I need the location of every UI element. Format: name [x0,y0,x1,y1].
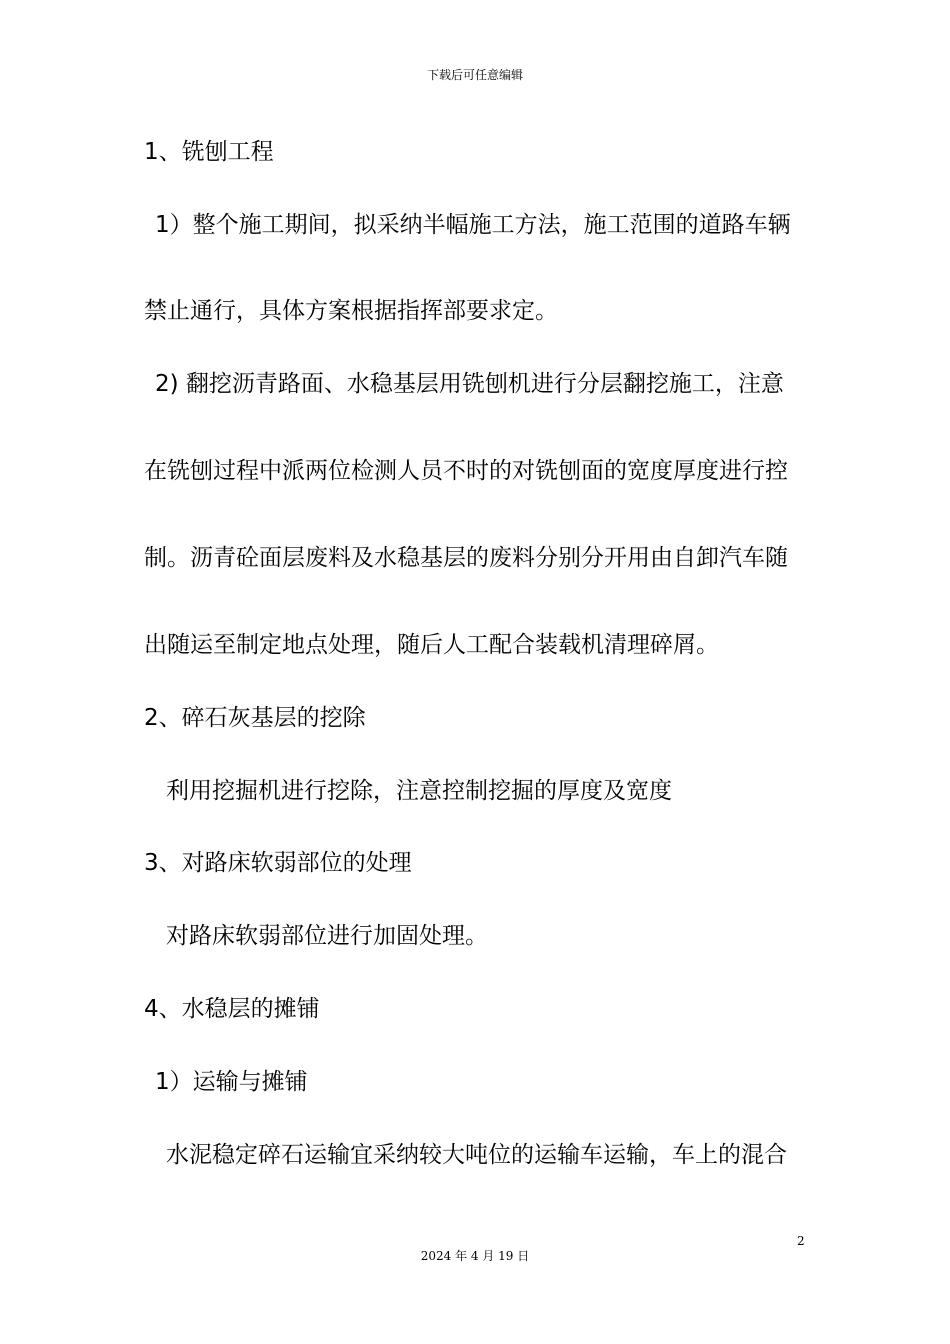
paragraph-line: 禁止通行，具体方案根据指挥部要求定。 [144,298,558,324]
paragraph-line: 对路床软弱部位进行加固处理。 [166,923,488,949]
subsection-heading: 1）运输与摊铺 [155,1069,308,1095]
footer-date: 2024 年 4 月 19 日 [420,1249,530,1263]
paragraph-line: 制。沥青砼面层废料及水稳基层的废料分别分开用由自卸汽车随 [144,545,788,571]
paragraph-line: 1）整个施工期间，拟采纳半幅施工方法，施工范围的道路车辆 [155,212,791,238]
paragraph-line: 利用挖掘机进行挖除，注意控制挖掘的厚度及宽度 [166,778,672,804]
section-heading-gravel-removal: 2、碎石灰基层的挖除 [144,705,366,731]
page-number: 2 [797,1234,805,1248]
section-heading-paving: 4、水稳层的摊铺 [144,996,320,1022]
section-heading-milling: 1、铣刨工程 [144,139,274,165]
paragraph-line: 水泥稳定碎石运输宜采纳较大吨位的运输车运输，车上的混合 [166,1142,787,1168]
section-heading-subgrade: 3、对路床软弱部位的处理 [144,850,412,876]
header-note: 下载后可任意编辑 [426,68,523,82]
paragraph-line: 在铣刨过程中派两位检测人员不时的对铣刨面的宽度厚度进行控 [144,458,788,484]
paragraph-line: 2) 翻挖沥青路面、水稳基层用铣刨机进行分层翻挖施工，注意 [155,371,784,397]
paragraph-line: 出随运至制定地点处理，随后人工配合装载机清理碎屑。 [144,632,719,658]
